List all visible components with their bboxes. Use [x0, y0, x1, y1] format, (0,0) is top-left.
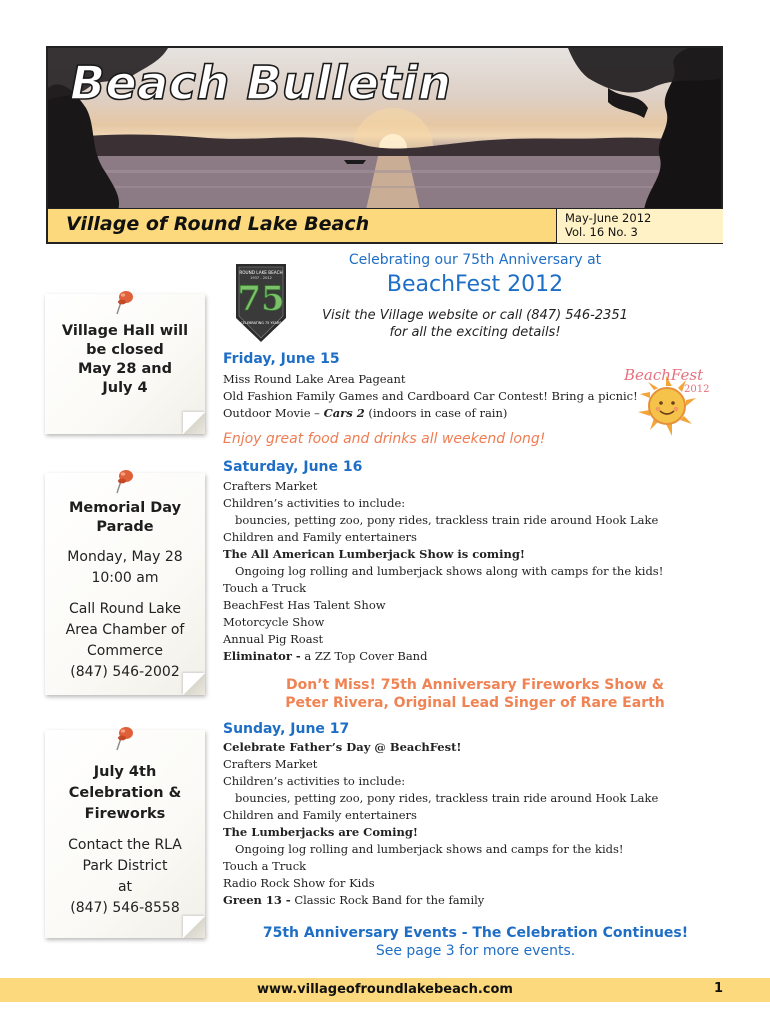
- celebration-continues: 75th Anniversary Events - The Celebration Continues!: [262, 925, 689, 941]
- movie-suffix: (indoors in case of rain): [364, 406, 508, 420]
- heading-line: July 4th: [93, 764, 157, 780]
- heading-line: Fireworks: [84, 806, 166, 822]
- beachfest-logo-year: 2012: [684, 384, 710, 395]
- list-item: Crafters Market: [223, 757, 318, 771]
- issue-date: May-June 2012: [565, 211, 652, 225]
- list-item: Touch a Truck: [223, 859, 307, 873]
- time-line: Monday, May 28: [67, 549, 183, 565]
- notice-line: May 28 and: [78, 361, 172, 377]
- sunday-events: [223, 739, 658, 909]
- issue-volume: Vol. 16 No. 3: [565, 225, 638, 239]
- footer-bar: [0, 978, 770, 1002]
- beachfest-logo-word: BeachFest: [624, 366, 704, 384]
- heading-line: Celebration &: [68, 785, 182, 801]
- visit-text: [300, 307, 650, 341]
- village-name: Village of Round Lake Beach: [66, 213, 370, 235]
- contact-line: at: [117, 879, 133, 895]
- issue-box: [556, 209, 723, 243]
- pushpin-icon: [113, 724, 135, 752]
- dont-miss-line-2: Peter Rivera, Original Lead Singer of Rare Earth: [285, 695, 665, 711]
- heading-line: Memorial Day: [68, 500, 182, 516]
- list-item: bouncies, petting zoo, pony rides, trackless train ride around Hook Lake: [235, 791, 659, 805]
- contact-line: Contact the RLA: [68, 837, 182, 853]
- celebrating-line: Celebrating our 75th Anniversary at: [348, 252, 602, 268]
- list-item: Touch a Truck: [223, 581, 307, 595]
- memorial-day-time: [45, 537, 205, 589]
- list-item: The All American Lumberjack Show is coming!: [223, 547, 525, 561]
- list-item: Celebrate Father’s Day @ BeachFest!: [223, 740, 462, 754]
- list-item: Children’s activities to include:: [223, 496, 406, 510]
- list-item: Children and Family entertainers: [223, 530, 417, 544]
- sticky-note-memorial-day: [45, 473, 205, 695]
- contact-line: Call Round Lake: [69, 601, 181, 617]
- contact-line: (847) 546-2002: [70, 664, 180, 680]
- visit-line-1: Visit the Village website or call (847) 546-2351: [322, 308, 628, 323]
- time-line: 10:00 am: [91, 570, 159, 586]
- july-4th-contact: [45, 825, 205, 919]
- pushpin-icon: [113, 467, 135, 495]
- band-desc: Classic Rock Band for the family: [290, 893, 485, 907]
- list-item: [223, 892, 658, 909]
- list-item: bouncies, petting zoo, pony rides, trackless train ride around Hook Lake: [235, 513, 659, 527]
- logo-number: 75: [237, 279, 285, 319]
- contact-line: Area Chamber of: [65, 622, 185, 638]
- notice-line: July 4: [102, 380, 148, 396]
- see-page-note: See page 3 for more events.: [375, 943, 576, 959]
- dont-miss-line-1: Don’t Miss! 75th Anniversary Fireworks Show &: [286, 677, 664, 693]
- movie-prefix: Outdoor Movie –: [223, 406, 324, 420]
- website-link[interactable]: www.villageofroundlakebeach.com: [257, 982, 513, 997]
- list-item: Ongoing log rolling and lumberjack shows and camps for the kids!: [235, 842, 624, 856]
- logo-bottom-text: CELEBRATING 75 YEARS: [240, 321, 282, 325]
- movie-title: Cars 2: [323, 406, 365, 420]
- list-item: BeachFest Has Talent Show: [223, 598, 386, 612]
- contact-line: Park District: [82, 858, 168, 874]
- pushpin-icon: [113, 288, 135, 316]
- heading-line: Parade: [96, 519, 154, 535]
- bulletin-title: Beach Bulletin: [70, 56, 452, 110]
- list-item: Miss Round Lake Area Pageant: [223, 372, 406, 386]
- header-banner: [46, 46, 723, 208]
- sticky-note-july-4th: [45, 730, 205, 938]
- band-name: Eliminator -: [223, 649, 301, 663]
- logo-top-text: ROUND LAKE BEACH: [239, 270, 283, 275]
- notice-line: be closed: [86, 342, 164, 358]
- contact-line: (847) 546-8558: [70, 900, 180, 916]
- list-item: Annual Pig Roast: [223, 632, 324, 646]
- subtitle-bar: [46, 208, 723, 244]
- sunday-heading: Sunday, June 17: [223, 721, 350, 737]
- list-item: Children and Family entertainers: [223, 808, 417, 822]
- logo-years: 1937 - 2012: [250, 276, 272, 280]
- band-desc: a ZZ Top Cover Band: [300, 649, 428, 663]
- saturday-heading: Saturday, June 16: [223, 459, 363, 475]
- memorial-day-contact: [45, 589, 205, 683]
- dont-miss-banner: [240, 676, 710, 712]
- contact-line: Commerce: [87, 643, 163, 659]
- notice-line: Village Hall will: [61, 323, 189, 339]
- list-item: The Lumberjacks are Coming!: [223, 825, 418, 839]
- list-item: Radio Rock Show for Kids: [223, 876, 375, 890]
- list-item: Old Fashion Family Games and Cardboard Car Contest! Bring a picnic!: [223, 389, 638, 403]
- list-item: Ongoing log rolling and lumberjack shows along with camps for the kids!: [235, 564, 664, 578]
- friday-events: [223, 371, 638, 422]
- list-item: Motorcycle Show: [223, 615, 325, 629]
- enjoy-line: Enjoy great food and drinks all weekend long!: [223, 431, 546, 447]
- list-item: [223, 648, 663, 665]
- visit-line-2: for all the exciting details!: [389, 325, 561, 340]
- friday-heading: Friday, June 15: [223, 351, 340, 367]
- list-item: [223, 405, 638, 422]
- sticky-note-village-hall: [45, 294, 205, 434]
- list-item: Crafters Market: [223, 479, 318, 493]
- band-name: Green 13 -: [223, 893, 291, 907]
- page-number: 1: [714, 981, 724, 996]
- saturday-events: [223, 478, 663, 665]
- list-item: Children’s activities to include:: [223, 774, 406, 788]
- beachfest-title: BeachFest 2012: [386, 272, 564, 297]
- anniversary-75-logo: [228, 252, 294, 344]
